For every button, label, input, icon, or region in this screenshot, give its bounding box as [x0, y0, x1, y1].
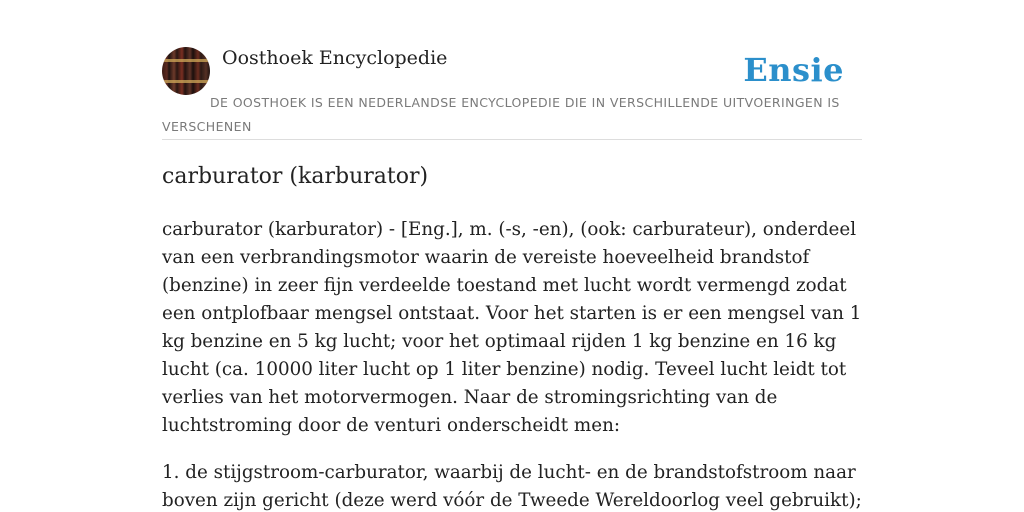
- header-divider: [162, 139, 862, 140]
- entry-body: [162, 216, 867, 512]
- site-tagline: DE OOSTHOEK IS EEN NEDERLANDSE ENCYCLOPEDIE DIE IN VERSCHILLENDE UITVOERINGEN IS VERSCHENEN: [162, 95, 840, 134]
- entry-title: carburator (karburator): [162, 164, 429, 189]
- ensie-logo-link[interactable]: Ensie: [743, 51, 844, 89]
- site-name-link[interactable]: Oosthoek Encyclopedie: [222, 47, 448, 69]
- entry-paragraph: 1. de stijgstroom-carburator, waarbij de lucht- en de brandstofstroom naar boven zijn gericht (deze werd vóór de Tweede Wereldoorlog veel gebruikt);: [162, 462, 862, 511]
- site-avatar-icon[interactable]: [162, 47, 210, 95]
- entry-paragraph: carburator (karburator) - [Eng.], m. (-s, -en), (ook: carburateur), onderdeel van een verbrandingsmotor waarin de vereiste hoeveelheid brandstof (benzine) in zeer fijn verdeelde toestand met lucht wordt vermengd zodat een ontplofbaar mengsel ontstaat. Voor het starten is er een mengsel van 1 kg benzine en 5 kg lucht; voor het optimaal rijden 1 kg benzine en 16 kg lucht (ca. 10000 liter lucht op 1 liter benzine) nodig. Teveel lucht leidt tot verlies van het motorvermogen. Naar de stromingsrichting van de luchtstroming door de venturi onderscheidt men:: [162, 219, 862, 436]
